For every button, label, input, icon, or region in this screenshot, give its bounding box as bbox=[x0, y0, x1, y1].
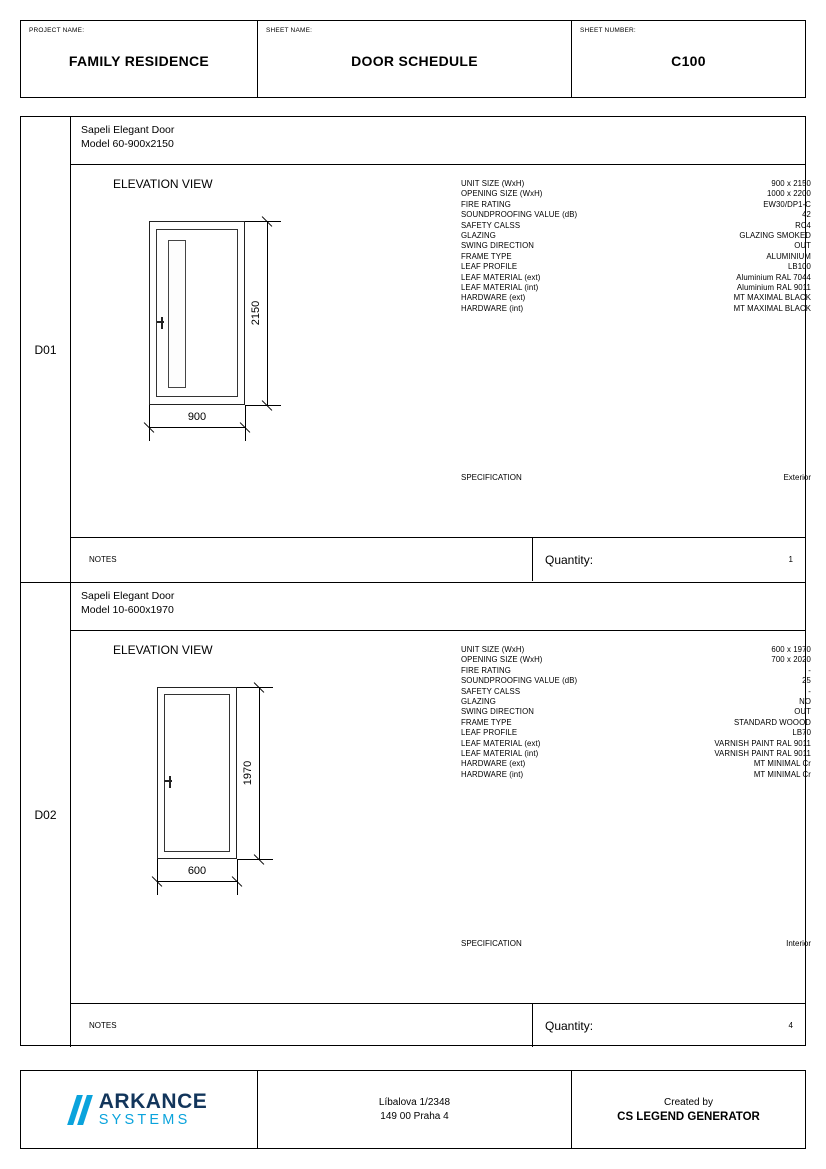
spec-key: LEAF PROFILE bbox=[461, 262, 518, 272]
spec-key: FIRE RATING bbox=[461, 199, 511, 209]
spec-value: 600 x 1970 bbox=[771, 645, 811, 654]
elevation-view-label: ELEVATION VIEW bbox=[113, 177, 213, 191]
spec-value: 42 bbox=[802, 210, 811, 220]
spec-row bbox=[461, 241, 811, 251]
spec-key: UNIT SIZE (WxH) bbox=[461, 179, 525, 188]
quantity-value: 4 bbox=[788, 1021, 793, 1030]
spec-row bbox=[461, 304, 811, 314]
spec-row bbox=[461, 687, 811, 697]
sheet-name-label: SHEET NAME: bbox=[266, 27, 313, 34]
spec-value: MT MAXIMAL BLACK bbox=[733, 303, 811, 313]
dimension-width-value: 600 bbox=[187, 865, 207, 877]
spec-value: - bbox=[808, 665, 811, 675]
specification-value: Exterior bbox=[783, 473, 811, 482]
quantity-label: Quantity: bbox=[545, 1018, 594, 1033]
dimension-extension bbox=[245, 405, 246, 441]
dimension-height-value: 2150 bbox=[250, 300, 262, 326]
spec-row bbox=[461, 210, 811, 220]
door-handle-lever bbox=[157, 321, 164, 323]
spec-row bbox=[461, 749, 811, 759]
spec-key: FIRE RATING bbox=[461, 665, 511, 675]
door-schedule-table bbox=[20, 116, 811, 1046]
spec-value: NO bbox=[799, 697, 811, 707]
door-title bbox=[71, 117, 805, 165]
spec-key: OPENING SIZE (WxH) bbox=[461, 189, 543, 199]
spec-key: SWING DIRECTION bbox=[461, 707, 534, 717]
spec-key: LEAF MATERIAL (ext) bbox=[461, 738, 541, 748]
specification-footer bbox=[461, 939, 811, 948]
created-by-value: CS LEGEND GENERATOR bbox=[617, 1110, 760, 1123]
logo-secondary-text: SYSTEMS bbox=[98, 1112, 191, 1129]
title-block bbox=[20, 20, 806, 98]
spec-row bbox=[461, 273, 811, 283]
sheet-name-value: DOOR SCHEDULE bbox=[351, 52, 478, 69]
spec-key: OPENING SIZE (WxH) bbox=[461, 655, 543, 665]
door-leaf bbox=[164, 694, 230, 852]
project-name-label: PROJECT NAME: bbox=[29, 27, 85, 34]
spec-value: 25 bbox=[802, 676, 811, 686]
address-line-2: 149 00 Praha 4 bbox=[380, 1110, 449, 1122]
spec-value: Aluminium RAL 7044 bbox=[736, 272, 811, 282]
door-glazing-panel bbox=[168, 240, 186, 388]
notes-label: NOTES bbox=[89, 555, 117, 564]
elevation-view-label: ELEVATION VIEW bbox=[113, 643, 213, 657]
dimension-extension bbox=[245, 405, 281, 406]
dimension-line-horizontal bbox=[157, 881, 237, 882]
specification-label: SPECIFICATION bbox=[461, 939, 522, 948]
spec-key: HARDWARE (ext) bbox=[461, 759, 526, 769]
spec-row bbox=[461, 283, 811, 293]
spec-row bbox=[461, 655, 811, 665]
spec-key: SAFETY CALSS bbox=[461, 220, 521, 230]
door-title-line-2: Model 10-600x1970 bbox=[81, 604, 174, 616]
dimension-width-value: 900 bbox=[187, 411, 207, 423]
spec-key: UNIT SIZE (WxH) bbox=[461, 645, 525, 654]
created-by-label: Created by bbox=[664, 1096, 713, 1108]
door-frame bbox=[149, 221, 245, 405]
quantity-label: Quantity: bbox=[545, 552, 594, 567]
door-code: D02 bbox=[21, 583, 71, 1047]
spec-value: Aluminium RAL 9011 bbox=[736, 283, 811, 293]
specification-value: Interior bbox=[786, 939, 811, 948]
spec-row bbox=[461, 200, 811, 210]
notes-quantity-band bbox=[71, 1003, 805, 1047]
spec-key: HARDWARE (ext) bbox=[461, 293, 526, 303]
spec-row bbox=[461, 252, 811, 262]
spec-value: RC4 bbox=[795, 220, 811, 230]
specification-label: SPECIFICATION bbox=[461, 473, 522, 482]
spec-value: GLAZING SMOKED bbox=[739, 231, 811, 241]
door-spec-table bbox=[461, 645, 811, 780]
spec-value: MT MINIMAL Cr bbox=[753, 759, 811, 769]
spec-row bbox=[461, 189, 811, 199]
door-title-line-1: Sapeli Elegant Door bbox=[81, 590, 175, 602]
spec-key: GLAZING bbox=[461, 697, 496, 707]
sheet-footer bbox=[20, 1070, 806, 1149]
notes-label: NOTES bbox=[89, 1021, 117, 1030]
spec-value: EW30/DP1-C bbox=[763, 199, 811, 209]
spec-value: MT MAXIMAL BLACK bbox=[733, 293, 811, 303]
dimension-line-vertical bbox=[267, 221, 268, 405]
spec-key: GLAZING bbox=[461, 231, 496, 241]
notes-quantity-band bbox=[71, 537, 805, 581]
arkance-slashes-icon bbox=[71, 1095, 97, 1125]
spec-value: VARNISH PAINT RAL 9011 bbox=[714, 738, 811, 748]
spec-key: SWING DIRECTION bbox=[461, 241, 534, 251]
door-frame bbox=[157, 687, 237, 859]
spec-key: SAFETY CALSS bbox=[461, 686, 521, 696]
spec-value: 900 x 2150 bbox=[771, 179, 811, 188]
spec-value: MT MINIMAL Cr bbox=[753, 769, 811, 779]
created-by-block bbox=[571, 1071, 805, 1148]
spec-value: STANDARD WOOOD bbox=[733, 717, 811, 727]
door-code: D01 bbox=[21, 117, 71, 582]
spec-value: OUT bbox=[794, 707, 811, 717]
dimension-line-horizontal bbox=[149, 427, 245, 428]
spec-row bbox=[461, 770, 811, 780]
dimension-extension bbox=[237, 687, 273, 688]
spec-key: FRAME TYPE bbox=[461, 251, 512, 261]
quantity-value: 1 bbox=[788, 555, 793, 564]
schedule-row bbox=[21, 582, 811, 1047]
door-spec-table bbox=[461, 179, 811, 314]
spec-value: OUT bbox=[794, 241, 811, 251]
spec-value: ALUMINIUM bbox=[766, 251, 811, 261]
spec-key: HARDWARE (int) bbox=[461, 303, 524, 313]
quantity-cell bbox=[533, 1004, 805, 1047]
title-block-sheet-name bbox=[257, 21, 571, 97]
dimension-line-vertical bbox=[259, 687, 260, 859]
dimension-extension bbox=[237, 859, 238, 895]
door-handle bbox=[161, 317, 163, 329]
door-title-line-1: Sapeli Elegant Door bbox=[81, 124, 175, 136]
spec-row bbox=[461, 293, 811, 303]
dimension-height-value: 1970 bbox=[242, 760, 254, 786]
dimension-extension bbox=[237, 859, 273, 860]
spec-key: SOUNDPROOFING VALUE (dB) bbox=[461, 210, 578, 220]
spec-row bbox=[461, 666, 811, 676]
spec-value: LB100 bbox=[787, 262, 811, 272]
spec-key: LEAF MATERIAL (ext) bbox=[461, 272, 541, 282]
spec-row bbox=[461, 676, 811, 686]
spec-value: VARNISH PAINT RAL 9011 bbox=[714, 749, 811, 759]
door-title bbox=[71, 583, 805, 631]
spec-key: LEAF MATERIAL (int) bbox=[461, 749, 539, 759]
address-line-1: Líbalova 1/2348 bbox=[378, 1096, 451, 1108]
door-handle bbox=[169, 776, 171, 788]
spec-row bbox=[461, 718, 811, 728]
sheet-number-label: SHEET NUMBER: bbox=[580, 27, 636, 34]
quantity-cell bbox=[533, 538, 805, 581]
title-block-sheet-number bbox=[571, 21, 805, 97]
spec-value: 700 x 2020 bbox=[771, 655, 811, 665]
company-logo bbox=[21, 1071, 257, 1148]
spec-row bbox=[461, 728, 811, 738]
spec-row bbox=[461, 707, 811, 717]
sheet-number-value: C100 bbox=[671, 52, 706, 69]
spec-value: 1000 x 2200 bbox=[766, 189, 811, 199]
spec-key: HARDWARE (int) bbox=[461, 769, 524, 779]
spec-value: LB70 bbox=[792, 728, 811, 738]
spec-key: FRAME TYPE bbox=[461, 717, 512, 727]
spec-key: LEAF MATERIAL (int) bbox=[461, 283, 539, 293]
spec-row bbox=[461, 221, 811, 231]
dimension-extension bbox=[245, 221, 281, 222]
spec-row bbox=[461, 262, 811, 272]
spec-key: LEAF PROFILE bbox=[461, 728, 518, 738]
notes-cell bbox=[71, 1004, 533, 1047]
spec-value: - bbox=[808, 686, 811, 696]
notes-cell bbox=[71, 538, 533, 581]
logo-primary-text: ARKANCE bbox=[98, 1090, 208, 1114]
schedule-row bbox=[21, 117, 811, 582]
spec-row bbox=[461, 739, 811, 749]
project-name-value: FAMILY RESIDENCE bbox=[68, 52, 210, 69]
door-title-line-2: Model 60-900x2150 bbox=[81, 138, 174, 150]
specification-footer bbox=[461, 473, 811, 482]
title-block-project bbox=[21, 21, 257, 97]
spec-row bbox=[461, 179, 811, 189]
spec-key: SOUNDPROOFING VALUE (dB) bbox=[461, 676, 578, 686]
spec-row bbox=[461, 697, 811, 707]
spec-row bbox=[461, 759, 811, 769]
spec-row bbox=[461, 645, 811, 655]
door-handle-lever bbox=[164, 780, 172, 782]
company-address bbox=[257, 1071, 571, 1148]
spec-row bbox=[461, 231, 811, 241]
